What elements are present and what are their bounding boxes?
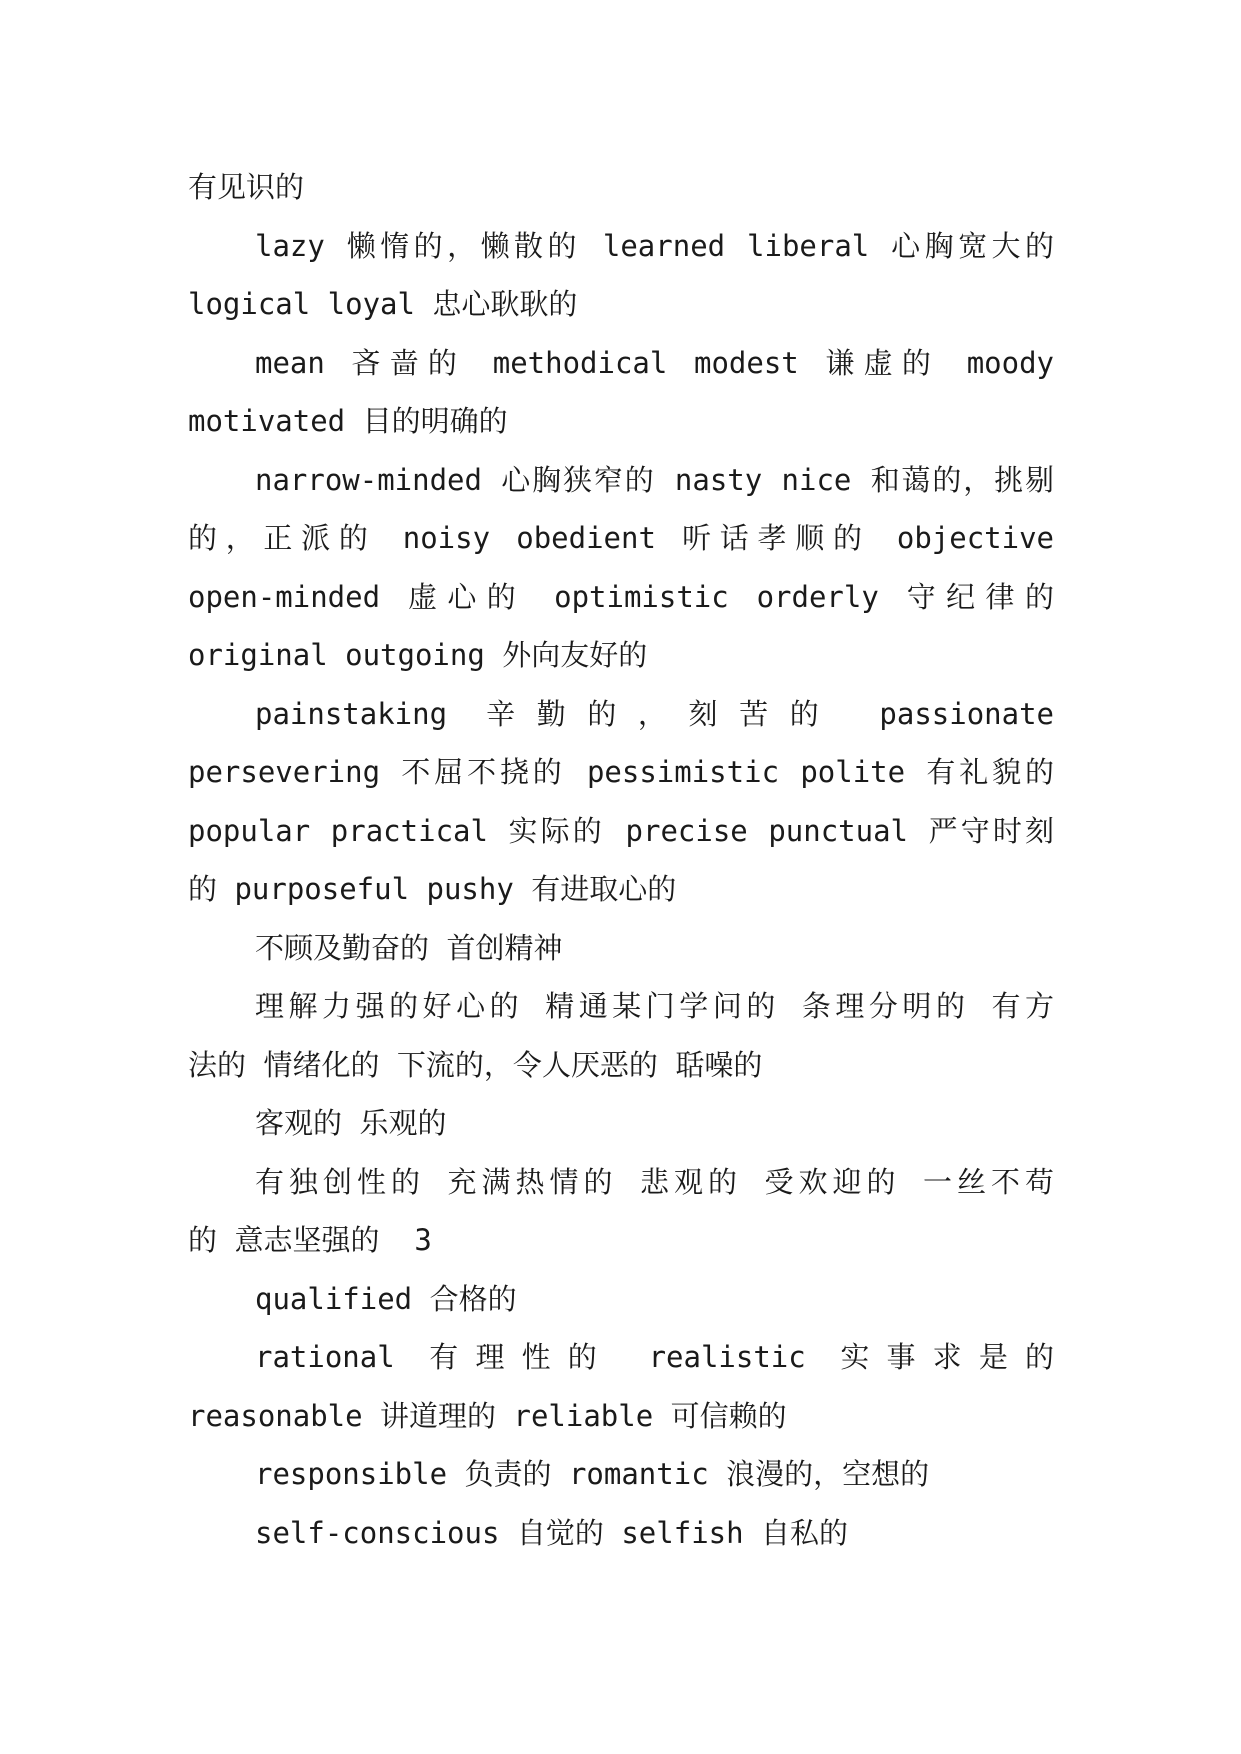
text-line: 有见识的 [188,170,305,204]
text-line: self-conscious 自觉的 selfish 自私的 [255,1515,849,1550]
text-line: painstaking 辛勤的，刻苦的 passionate [255,696,1054,731]
text-line: rational 有理性的 realistic 实事求是的 [255,1340,1054,1374]
text-line: 客观的 乐观的 [255,1106,447,1140]
text-line: logical loyal 忠心耿耿的 [188,287,578,321]
text-line: open-minded 虚心的 optimistic orderly 守纪律的 [188,579,1054,614]
text-line: lazy 懒惰的，懒散的 learned liberal 心胸宽大的 [255,228,1054,263]
text-line: reasonable 讲道理的 reliable 可信赖的 [188,1398,787,1433]
text-line: 有独创性的 充满热情的 悲观的 受欢迎的 一丝不苟 [255,1164,1054,1199]
text-line: popular practical 实际的 precise punctual 严守时刻 [188,813,1054,848]
text-line: 不顾及勤奋的 首创精神 [255,930,563,965]
text-line: 的 purposeful pushy 有进取心的 [188,872,677,906]
text-line: responsible 负责的 romantic 浪漫的，空想的 [255,1457,930,1491]
text-line: persevering 不屈不挠的 pessimistic polite 有礼貌的 [188,755,1054,789]
text-line: narrow-minded 心胸狭窄的 nasty nice 和蔼的，挑剔 [255,462,1054,497]
text-line: 理解力强的好心的 精通某门学问的 条理分明的 有方 [255,989,1054,1023]
text-line: 的，正派的 noisy obedient 听话孝顺的 objective [188,521,1054,555]
text-line: mean 吝啬的 methodical modest 谦虚的 moody [255,345,1054,380]
text-line: 法的 情绪化的 下流的，令人厌恶的 聒噪的 [188,1047,763,1082]
document-body [188,158,1054,1562]
text-line: 的 意志坚强的 3 [188,1223,432,1257]
text-line: motivated 目的明确的 [188,404,508,438]
text-line: original outgoing 外向友好的 [188,638,648,672]
text-line: qualified 合格的 [255,1281,517,1316]
